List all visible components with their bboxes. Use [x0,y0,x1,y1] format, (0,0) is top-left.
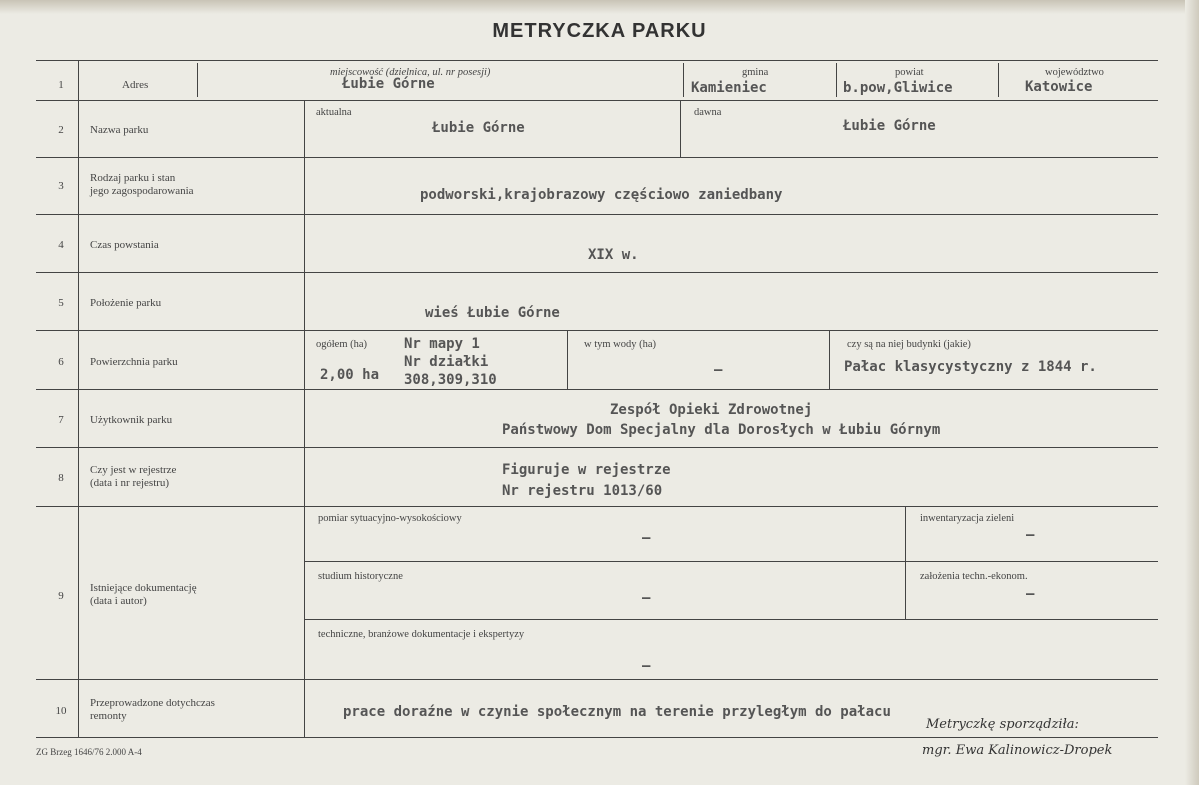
aktualna-value: Łubie Górne [432,120,525,136]
row-number: 9 [58,590,64,602]
col-label-divider [304,100,305,737]
footer-print-info: ZG Brzeg 1646/76 2.000 A-4 [36,747,142,757]
rule-3 [36,214,1158,215]
studium-value: – [642,590,651,606]
rule-9a [304,561,1158,562]
studium-header: studium historyczne [318,571,403,582]
row-number: 8 [58,472,64,484]
row-label-adres: Adres [122,79,149,91]
rodzaj-value: podworski,krajobrazowy częściowo zaniedbany [420,187,783,203]
row-label-line: Czy jest w rejestrze [90,464,177,476]
zalozenia-value: – [1026,586,1035,602]
wody-value: – [714,362,723,378]
row-number: 2 [58,124,64,136]
row-label-line: Rodzaj parku i stan [90,172,176,184]
row-label-line: remonty [90,710,127,722]
dawna-header: dawna [694,107,722,118]
rule-2 [36,157,1158,158]
row-number: 3 [58,180,64,192]
ogolem-header: ogółem (ha) [316,339,368,350]
rule-5 [36,330,1158,331]
rule-9b [304,619,1158,620]
rule-6 [36,389,1158,390]
budynki-header: czy są na niej budynki (jakie) [847,339,971,350]
row-label-powierzchnia: Powierzchnia parku [90,356,178,368]
mapa-line-1: Nr mapy 1 [404,336,480,352]
sheet-top-edge [0,0,1199,14]
row-label-rejestr [90,464,176,490]
polozenie-value: wieś Łubie Górne [425,305,560,321]
row-number: 7 [58,414,64,426]
rejestr-line-2: Nr rejestru 1013/60 [502,483,663,499]
row-number: 4 [58,239,64,251]
ogolem-value: 2,00 ha [320,367,380,383]
rule-9 [36,679,1158,680]
inwent-value: – [1026,527,1035,543]
r6-divider-b [829,330,830,389]
uzytkownik-line-1: Zespół Opieki Zdrowotnej [610,402,813,418]
row-label-line: (data i autor) [90,595,147,607]
form-title: METRYCZKA PARKU [492,20,707,42]
czas-value: XIX w. [588,247,639,263]
wojewodztwo-header: województwo [1045,67,1104,78]
zalozenia-header: założenia techn.-ekonom. [920,571,1028,582]
r9-divider [905,506,906,619]
row-number: 5 [58,297,64,309]
dawna-value: Łubie Górne [843,118,936,134]
rule-8 [36,506,1158,507]
row-number: 10 [55,705,67,717]
row-label-uzytkownik: Użytkownik parku [90,414,173,426]
mapa-line-3: 308,309,310 [404,372,497,388]
powiat-header: powiat [895,67,924,78]
row-label-polozenie: Położenie parku [90,297,162,309]
r1-woj-divider [998,63,999,97]
row-label-line: Istniejące dokumentację [90,582,197,594]
r1-adres-divider [197,63,198,97]
rule-top [36,60,1158,61]
row-label-line: Przeprowadzone dotychczas [90,697,215,709]
gmina-header: gmina [742,67,769,78]
row-label-line: jego zagospodarowania [90,185,194,197]
r1-powiat-divider [836,63,837,97]
col-num-divider [78,60,79,737]
row-label-rodzaj [90,172,194,198]
row-label-czas: Czas powstania [90,239,159,251]
sheet-right-edge [1185,0,1199,785]
rule-1 [36,100,1158,101]
wody-header: w tym wody (ha) [584,339,657,350]
row-label-remonty [90,697,215,723]
powiat-value: b.pow,Gliwice [843,80,953,96]
r6-divider-a [567,330,568,389]
rule-4 [36,272,1158,273]
row-number: 1 [58,79,64,91]
pomiar-value: – [642,530,651,546]
gmina-value: Kamieniec [691,80,767,96]
wojewodztwo-value: Katowice [1025,79,1093,95]
inwent-header: inwentaryzacja zieleni [920,513,1015,524]
r1-gmina-divider [683,63,684,97]
row-label-nazwa: Nazwa parku [90,124,149,136]
aktualna-header: aktualna [316,107,352,118]
budynki-value: Pałac klasycystyczny z 1844 r. [844,359,1097,375]
miejscowosc-header: miejscowość (dzielnica, ul. nr posesji) [330,67,491,78]
r2-divider [680,100,681,157]
row-label-dokumentacje [90,582,197,608]
row-label-line: (data i nr rejestru) [90,477,170,489]
rejestr-line-1: Figuruje w rejestrze [502,462,671,478]
row-number: 6 [58,356,64,368]
tech-value: – [642,658,651,674]
rule-bottom [36,737,1158,738]
uzytkownik-line-2: Państwowy Dom Specjalny dla Dorosłych w Łubiu Górnym [502,422,941,438]
signature-caption: Metryczkę sporządziła: [926,717,1079,732]
miejscowosc-value: Łubie Górne [342,76,435,92]
pomiar-header: pomiar sytuacyjno-wysokościowy [318,513,462,524]
remonty-value: prace doraźne w czynie społecznym na terenie przyległym do pałacu [343,704,891,720]
tech-header: techniczne, branżowe dokumentacje i ekspertyzy [318,629,525,640]
mapa-line-2: Nr działki [404,354,489,370]
rule-7 [36,447,1158,448]
signature-name: mgr. Ewa Kalinowicz-Dropek [922,743,1113,758]
